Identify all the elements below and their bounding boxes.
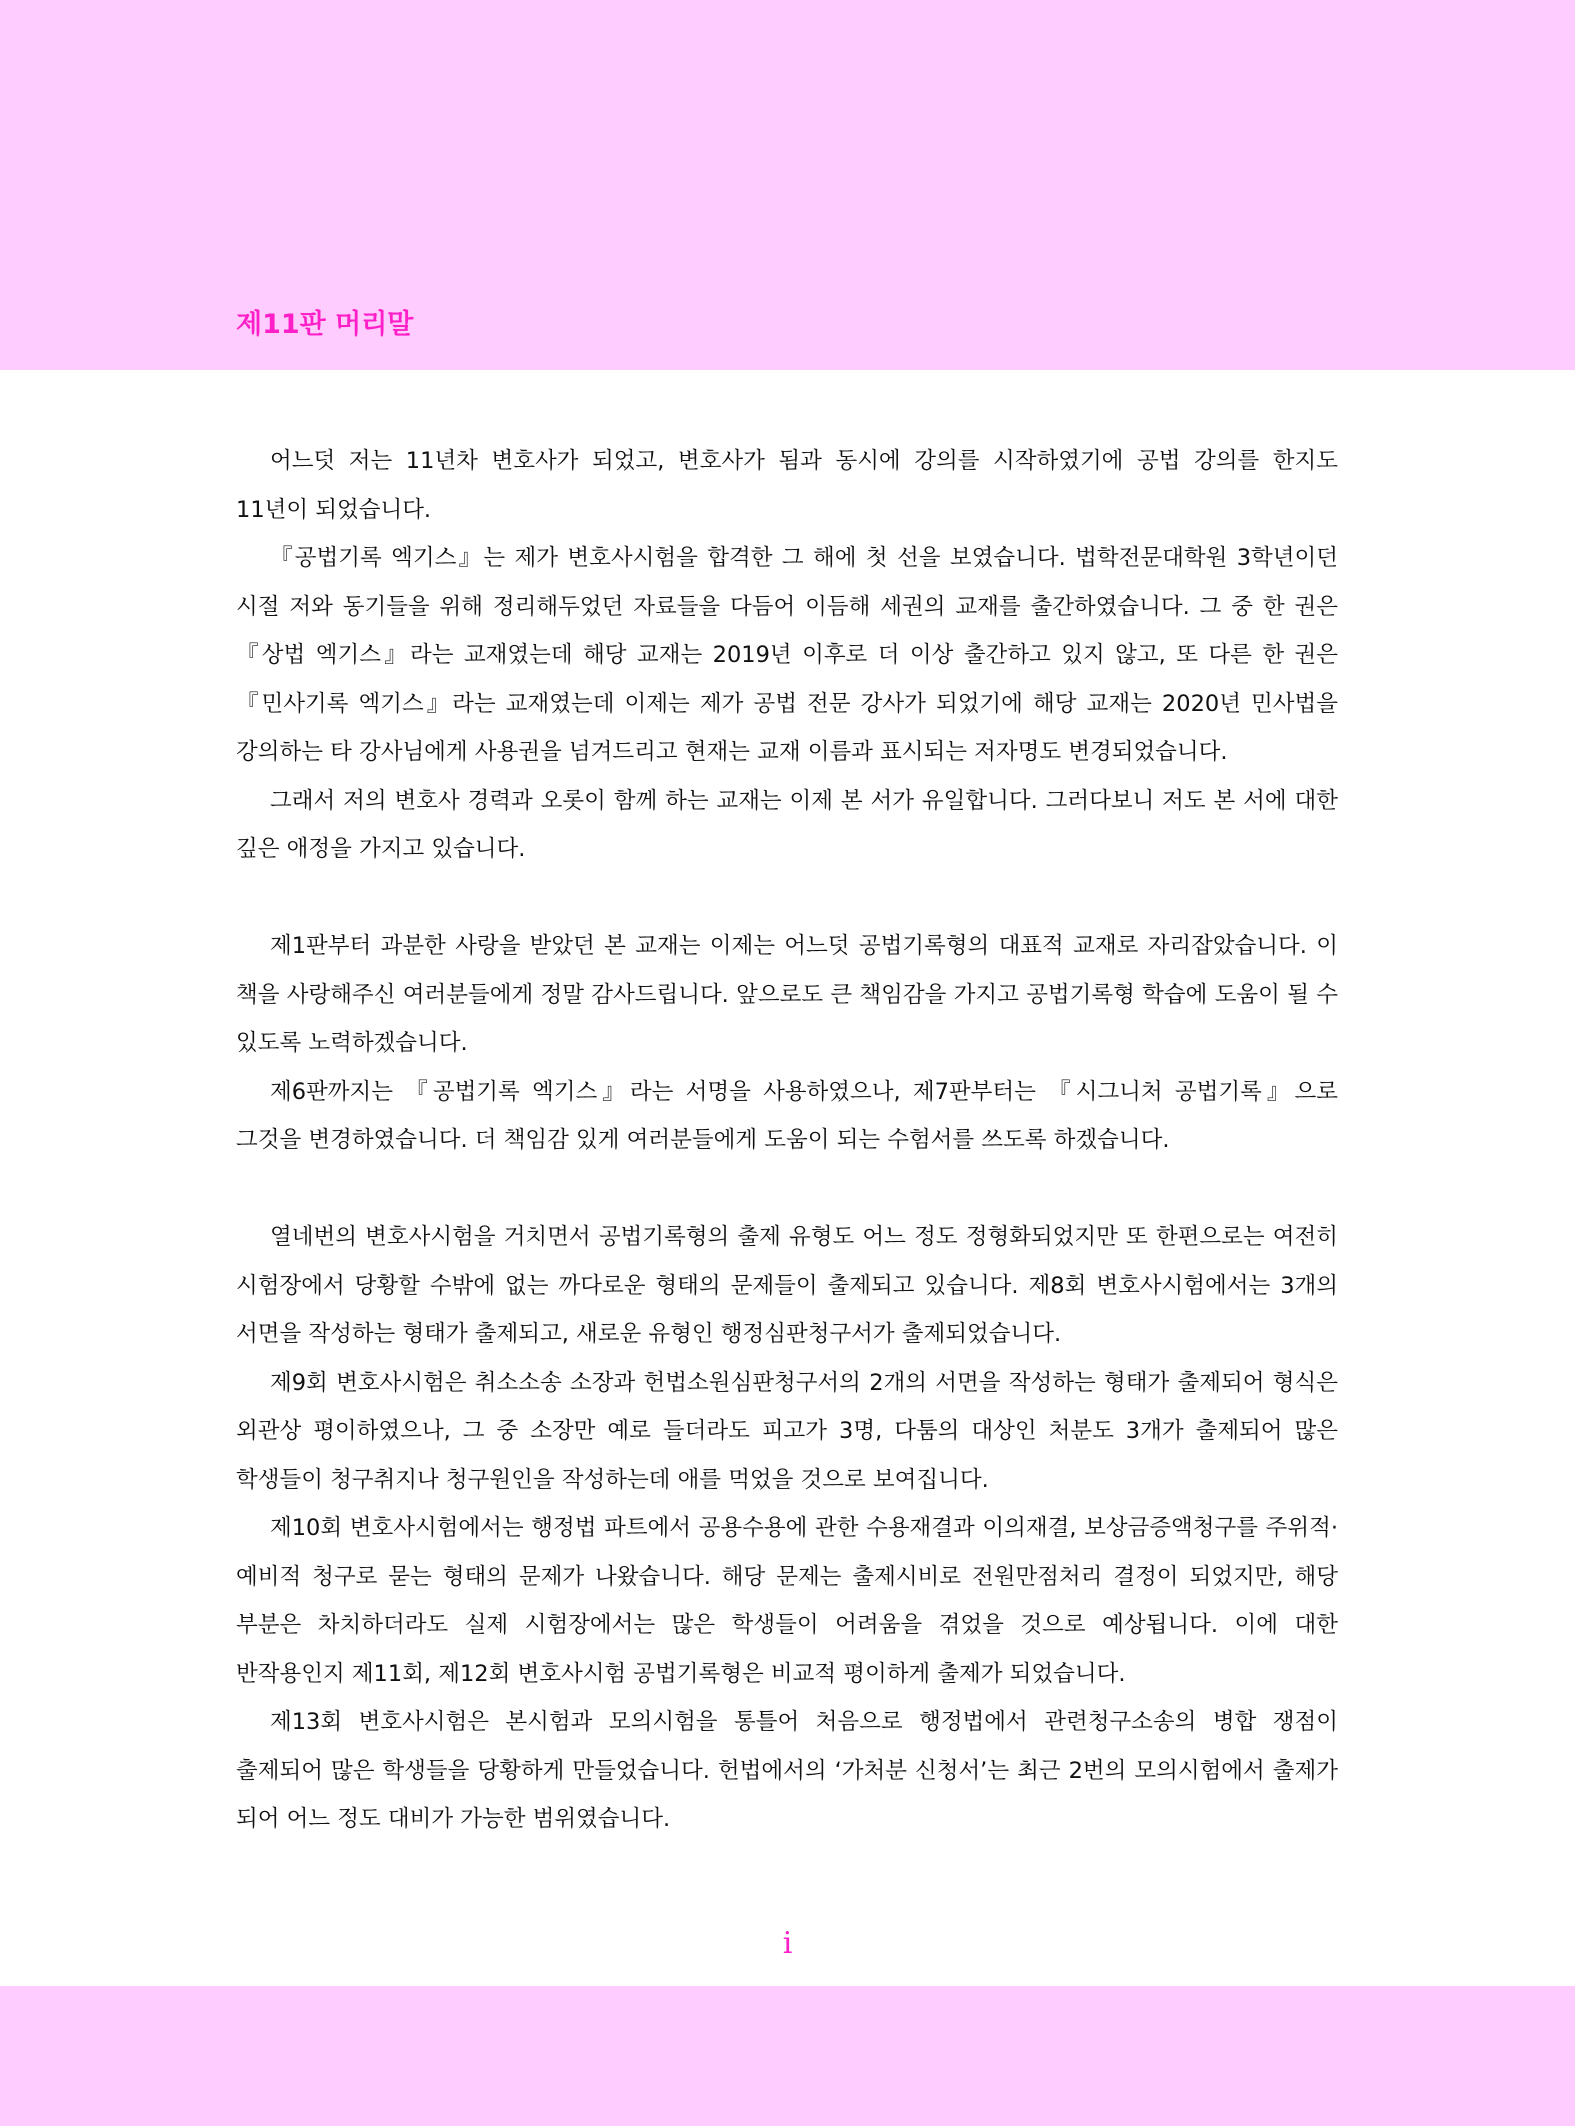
paragraph: 『공법기록 엑기스』는 제가 변호사시험을 합격한 그 해에 첫 선을 보였습니다. 법학전문대학원 3학년이던 시절 저와 동기들을 위해 정리해두었던 자료들을 다듬어 이듬해 세권의 교재를 출간하였습니다. 그 중 한 권은 『상법 엑기스』라는 교재였는데 해당 교재는 2019년 이후로 더 이상 출간하고 있지 않고, 또 다른 한 권은 『민사기록 엑기스』라는 교재였는데 이제는 제가 공법 전문 강사가 되었기에 해당 교재는 2020년 민사법을 강의하는 타 강사님에게 사용권을 넘겨드리고 현재는 교재 이름과 표시되는 저자명도 변경되었습니다. bbox=[236, 545, 1338, 765]
paragraph: 제10회 변호사시험에서는 행정법 파트에서 공용수용에 관한 수용재결과 이의재결, 보상금증액청구를 주위적·예비적 청구로 묻는 형태의 문제가 나왔습니다. 해당 문제는 출제시비로 전원만점처리 결정이 되었지만, 해당 부분은 차치하더라도 실제 시험장에서는 많은 학생들이 어려움을 겪었을 것으로 예상됩니다. 이에 대한 반작용인지 제11회, 제12회 변호사시험 공법기록형은 비교적 평이하게 출제가 되었습니다. bbox=[236, 1515, 1338, 1687]
paragraph: 제6판까지는 『공법기록 엑기스』라는 서명을 사용하였으나, 제7판부터는 『시그니처 공법기록』으로 그것을 변경하였습니다. 더 책임감 있게 여러분들에게 도움이 되는 수험서를 쓰도록 하겠습니다. bbox=[236, 1078, 1338, 1153]
paragraph: 제1판부터 과분한 사랑을 받았던 본 교재는 이제는 어느덧 공법기록형의 대표적 교재로 자리잡았습니다. 이 책을 사랑해주신 여러분들에게 정말 감사드립니다. 앞으로도 큰 책임감을 가지고 공법기록형 학습에 도움이 될 수 있도록 노력하겠습니다. bbox=[236, 933, 1338, 1056]
paragraph: 그래서 저의 변호사 경력과 오롯이 함께 하는 교재는 이제 본 서가 유일합니다. 그러다보니 저도 본 서에 대한 깊은 애정을 가지고 있습니다. bbox=[236, 787, 1338, 862]
paragraph: 제13회 변호사시험은 본시험과 모의시험을 통틀어 처음으로 행정법에서 관련청구소송의 병합 쟁점이 출제되어 많은 학생들을 당황하게 만들었습니다. 헌법에서의 ‘가처분 신청서’는 최근 2번의 모의시험에서 출제가 되어 어느 정도 대비가 가능한 범위였습니다. bbox=[236, 1709, 1338, 1832]
paragraph: 제9회 변호사시험은 취소소송 소장과 헌법소원심판청구서의 2개의 서면을 작성하는 형태가 출제되어 형식은 외관상 평이하였으나, 그 중 소장만 예로 들더라도 피고가 3명, 다툼의 대상인 처분도 3개가 출제되어 많은 학생들이 청구취지나 청구원인을 작성하는데 애를 먹었을 것으로 보여집니다. bbox=[236, 1369, 1338, 1493]
page-number: i bbox=[782, 1926, 793, 1961]
section-title: 제11판 머리말 bbox=[236, 309, 414, 340]
paragraph: 열네번의 변호사시험을 거치면서 공법기록형의 출제 유형도 어느 정도 정형화되었지만 또 한편으로는 여전히 시험장에서 당황할 수밖에 없는 까다로운 형태의 문제들이 출제되고 있습니다. 제8회 변호사시험에서는 3개의 서면을 작성하는 형태가 출제되고, 새로운 유형인 행정심판청구서가 출제되었습니다. bbox=[236, 1224, 1338, 1347]
footer-band bbox=[0, 1986, 1575, 2126]
preface-body bbox=[236, 437, 1338, 1844]
paragraph: 어느덧 저는 11년차 변호사가 되었고, 변호사가 됨과 동시에 강의를 시작하였기에 공법 강의를 한지도 11년이 되었습니다. bbox=[236, 448, 1338, 523]
